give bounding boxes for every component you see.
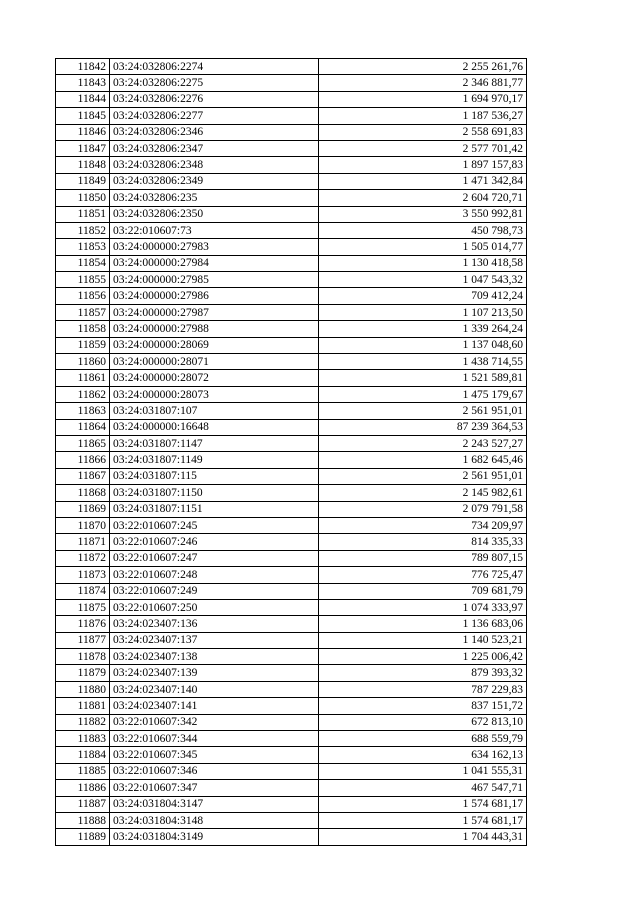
- table-row: [56, 485, 527, 501]
- row-number: 11874: [56, 583, 110, 599]
- cadastral-number: 03:24:032806:2348: [110, 157, 319, 173]
- table-row: [56, 91, 527, 107]
- table-row: [56, 665, 527, 681]
- row-number: 11851: [56, 206, 110, 222]
- cadastral-number: 03:24:031807:1150: [110, 485, 319, 501]
- row-number: 11857: [56, 304, 110, 320]
- cadastral-number: 03:22:010607:247: [110, 550, 319, 566]
- table-body: [56, 59, 527, 846]
- cadastral-value: 467 547,71: [319, 780, 527, 796]
- cadastral-value: 814 335,33: [319, 534, 527, 550]
- table-row: [56, 599, 527, 615]
- cadastral-number: 03:24:031807:1147: [110, 435, 319, 451]
- cadastral-value: 2 561 951,01: [319, 403, 527, 419]
- cadastral-number: 03:22:010607:248: [110, 567, 319, 583]
- cadastral-number: 03:22:010607:245: [110, 517, 319, 533]
- cadastral-number: 03:24:032806:2346: [110, 124, 319, 140]
- row-number: 11879: [56, 665, 110, 681]
- cadastral-value: 2 558 691,83: [319, 124, 527, 140]
- table-row: [56, 255, 527, 271]
- row-number: 11856: [56, 288, 110, 304]
- row-number: 11878: [56, 649, 110, 665]
- table-row: [56, 681, 527, 697]
- cadastral-value: 2 079 791,58: [319, 501, 527, 517]
- cadastral-value: 789 807,15: [319, 550, 527, 566]
- table-row: [56, 731, 527, 747]
- cadastral-number: 03:24:032806:2277: [110, 108, 319, 124]
- table-row: [56, 435, 527, 451]
- row-number: 11845: [56, 108, 110, 124]
- table-row: [56, 222, 527, 238]
- cadastral-value: 1 074 333,97: [319, 599, 527, 615]
- cadastral-value: 1 475 179,67: [319, 386, 527, 402]
- cadastral-value: 1 438 714,55: [319, 354, 527, 370]
- table-row: [56, 288, 527, 304]
- cadastral-value: 1 682 645,46: [319, 452, 527, 468]
- table-row: [56, 763, 527, 779]
- cadastral-number: 03:22:010607:73: [110, 222, 319, 238]
- row-number: 11876: [56, 616, 110, 632]
- cadastral-number: 03:24:031807:1151: [110, 501, 319, 517]
- cadastral-number: 03:24:032806:235: [110, 190, 319, 206]
- cadastral-value: 1 140 523,21: [319, 632, 527, 648]
- cadastral-number: 03:24:023407:139: [110, 665, 319, 681]
- row-number: 11853: [56, 239, 110, 255]
- cadastral-value: 1 137 048,60: [319, 337, 527, 353]
- cadastral-number: 03:24:000000:16648: [110, 419, 319, 435]
- cadastral-number: 03:24:032806:2347: [110, 140, 319, 156]
- table-row: [56, 714, 527, 730]
- cadastral-value: 1 897 157,83: [319, 157, 527, 173]
- cadastral-value: 1 505 014,77: [319, 239, 527, 255]
- cadastral-value-table: [55, 58, 527, 846]
- cadastral-number: 03:24:031807:107: [110, 403, 319, 419]
- cadastral-number: 03:22:010607:246: [110, 534, 319, 550]
- table-row: [56, 419, 527, 435]
- row-number: 11866: [56, 452, 110, 468]
- table-row: [56, 812, 527, 828]
- cadastral-number: 03:22:010607:346: [110, 763, 319, 779]
- row-number: 11865: [56, 435, 110, 451]
- table-row: [56, 567, 527, 583]
- table-row: [56, 157, 527, 173]
- row-number: 11871: [56, 534, 110, 550]
- cadastral-value: 2 243 527,27: [319, 435, 527, 451]
- cadastral-number: 03:24:000000:27988: [110, 321, 319, 337]
- cadastral-number: 03:24:023407:137: [110, 632, 319, 648]
- cadastral-number: 03:24:000000:28069: [110, 337, 319, 353]
- cadastral-value: 2 604 720,71: [319, 190, 527, 206]
- table-row: [56, 403, 527, 419]
- cadastral-value: 1 187 536,27: [319, 108, 527, 124]
- cadastral-number: 03:24:032806:2349: [110, 173, 319, 189]
- row-number: 11844: [56, 91, 110, 107]
- cadastral-value: 672 813,10: [319, 714, 527, 730]
- cadastral-value: 776 725,47: [319, 567, 527, 583]
- cadastral-number: 03:24:032806:2350: [110, 206, 319, 222]
- cadastral-number: 03:24:000000:27987: [110, 304, 319, 320]
- cadastral-number: 03:24:000000:27986: [110, 288, 319, 304]
- cadastral-value: 1 521 589,81: [319, 370, 527, 386]
- cadastral-value: 709 681,79: [319, 583, 527, 599]
- table-row: [56, 354, 527, 370]
- row-number: 11877: [56, 632, 110, 648]
- cadastral-number: 03:24:032806:2276: [110, 91, 319, 107]
- cadastral-value: 2 577 701,42: [319, 140, 527, 156]
- cadastral-number: 03:24:000000:28072: [110, 370, 319, 386]
- cadastral-value: 2 346 881,77: [319, 75, 527, 91]
- row-number: 11847: [56, 140, 110, 156]
- cadastral-value: 879 393,32: [319, 665, 527, 681]
- table-row: [56, 616, 527, 632]
- cadastral-value: 1 136 683,06: [319, 616, 527, 632]
- cadastral-value: 1 704 443,31: [319, 829, 527, 845]
- table-row: [56, 583, 527, 599]
- cadastral-value: 1 225 006,42: [319, 649, 527, 665]
- cadastral-value: 2 145 982,61: [319, 485, 527, 501]
- table-row: [56, 124, 527, 140]
- row-number: 11843: [56, 75, 110, 91]
- table-row: [56, 780, 527, 796]
- cadastral-value: 450 798,73: [319, 222, 527, 238]
- cadastral-number: 03:24:031807:115: [110, 468, 319, 484]
- row-number: 11862: [56, 386, 110, 402]
- cadastral-value: 709 412,24: [319, 288, 527, 304]
- row-number: 11884: [56, 747, 110, 763]
- cadastral-number: 03:24:000000:28073: [110, 386, 319, 402]
- cadastral-number: 03:24:023407:138: [110, 649, 319, 665]
- table-row: [56, 468, 527, 484]
- table-row: [56, 550, 527, 566]
- cadastral-value: 837 151,72: [319, 698, 527, 714]
- cadastral-value: 2 255 261,76: [319, 59, 527, 75]
- row-number: 11848: [56, 157, 110, 173]
- table-row: [56, 517, 527, 533]
- cadastral-number: 03:24:000000:27984: [110, 255, 319, 271]
- table-row: [56, 239, 527, 255]
- cadastral-number: 03:24:023407:141: [110, 698, 319, 714]
- cadastral-number: 03:24:000000:28071: [110, 354, 319, 370]
- cadastral-number: 03:22:010607:250: [110, 599, 319, 615]
- row-number: 11882: [56, 714, 110, 730]
- row-number: 11849: [56, 173, 110, 189]
- table-row: [56, 321, 527, 337]
- table-row: [56, 190, 527, 206]
- table-row: [56, 386, 527, 402]
- cadastral-number: 03:24:031804:3149: [110, 829, 319, 845]
- table-row: [56, 108, 527, 124]
- table-row: [56, 140, 527, 156]
- table-row: [56, 829, 527, 845]
- table-row: [56, 59, 527, 75]
- table-row: [56, 501, 527, 517]
- cadastral-value: 1 047 543,32: [319, 272, 527, 288]
- cadastral-value: 787 229,83: [319, 681, 527, 697]
- row-number: 11868: [56, 485, 110, 501]
- cadastral-number: 03:22:010607:249: [110, 583, 319, 599]
- table-row: [56, 206, 527, 222]
- row-number: 11855: [56, 272, 110, 288]
- cadastral-value: 1 574 681,17: [319, 812, 527, 828]
- cadastral-value: 1 041 555,31: [319, 763, 527, 779]
- table-row: [56, 649, 527, 665]
- row-number: 11850: [56, 190, 110, 206]
- row-number: 11842: [56, 59, 110, 75]
- cadastral-value: 2 561 951,01: [319, 468, 527, 484]
- table-row: [56, 747, 527, 763]
- table-row: [56, 304, 527, 320]
- cadastral-number: 03:22:010607:344: [110, 731, 319, 747]
- row-number: 11846: [56, 124, 110, 140]
- row-number: 11880: [56, 681, 110, 697]
- row-number: 11889: [56, 829, 110, 845]
- row-number: 11887: [56, 796, 110, 812]
- table-row: [56, 698, 527, 714]
- cadastral-number: 03:24:000000:27983: [110, 239, 319, 255]
- table-row: [56, 370, 527, 386]
- row-number: 11861: [56, 370, 110, 386]
- table-row: [56, 173, 527, 189]
- row-number: 11852: [56, 222, 110, 238]
- cadastral-number: 03:24:031804:3147: [110, 796, 319, 812]
- cadastral-number: 03:24:023407:136: [110, 616, 319, 632]
- row-number: 11875: [56, 599, 110, 615]
- cadastral-number: 03:22:010607:345: [110, 747, 319, 763]
- row-number: 11885: [56, 763, 110, 779]
- cadastral-number: 03:22:010607:347: [110, 780, 319, 796]
- row-number: 11881: [56, 698, 110, 714]
- cadastral-number: 03:24:023407:140: [110, 681, 319, 697]
- cadastral-value: 1 694 970,17: [319, 91, 527, 107]
- row-number: 11863: [56, 403, 110, 419]
- cadastral-value: 87 239 364,53: [319, 419, 527, 435]
- row-number: 11873: [56, 567, 110, 583]
- table-row: [56, 632, 527, 648]
- cadastral-number: 03:24:032806:2274: [110, 59, 319, 75]
- row-number: 11872: [56, 550, 110, 566]
- table-row: [56, 75, 527, 91]
- cadastral-value: 1 130 418,58: [319, 255, 527, 271]
- row-number: 11858: [56, 321, 110, 337]
- cadastral-value: 734 209,97: [319, 517, 527, 533]
- row-number: 11883: [56, 731, 110, 747]
- row-number: 11886: [56, 780, 110, 796]
- table-row: [56, 534, 527, 550]
- table-row: [56, 337, 527, 353]
- cadastral-number: 03:22:010607:342: [110, 714, 319, 730]
- cadastral-number: 03:24:000000:27985: [110, 272, 319, 288]
- cadastral-value: 688 559,79: [319, 731, 527, 747]
- table-row: [56, 796, 527, 812]
- row-number: 11859: [56, 337, 110, 353]
- row-number: 11870: [56, 517, 110, 533]
- cadastral-value: 1 339 264,24: [319, 321, 527, 337]
- row-number: 11888: [56, 812, 110, 828]
- row-number: 11864: [56, 419, 110, 435]
- cadastral-number: 03:24:031804:3148: [110, 812, 319, 828]
- cadastral-value: 1 574 681,17: [319, 796, 527, 812]
- cadastral-number: 03:24:032806:2275: [110, 75, 319, 91]
- cadastral-value: 634 162,13: [319, 747, 527, 763]
- row-number: 11867: [56, 468, 110, 484]
- cadastral-number: 03:24:031807:1149: [110, 452, 319, 468]
- cadastral-value: 3 550 992,81: [319, 206, 527, 222]
- cadastral-value: 1 107 213,50: [319, 304, 527, 320]
- cadastral-value: 1 471 342,84: [319, 173, 527, 189]
- row-number: 11860: [56, 354, 110, 370]
- table-row: [56, 452, 527, 468]
- table-row: [56, 272, 527, 288]
- row-number: 11869: [56, 501, 110, 517]
- row-number: 11854: [56, 255, 110, 271]
